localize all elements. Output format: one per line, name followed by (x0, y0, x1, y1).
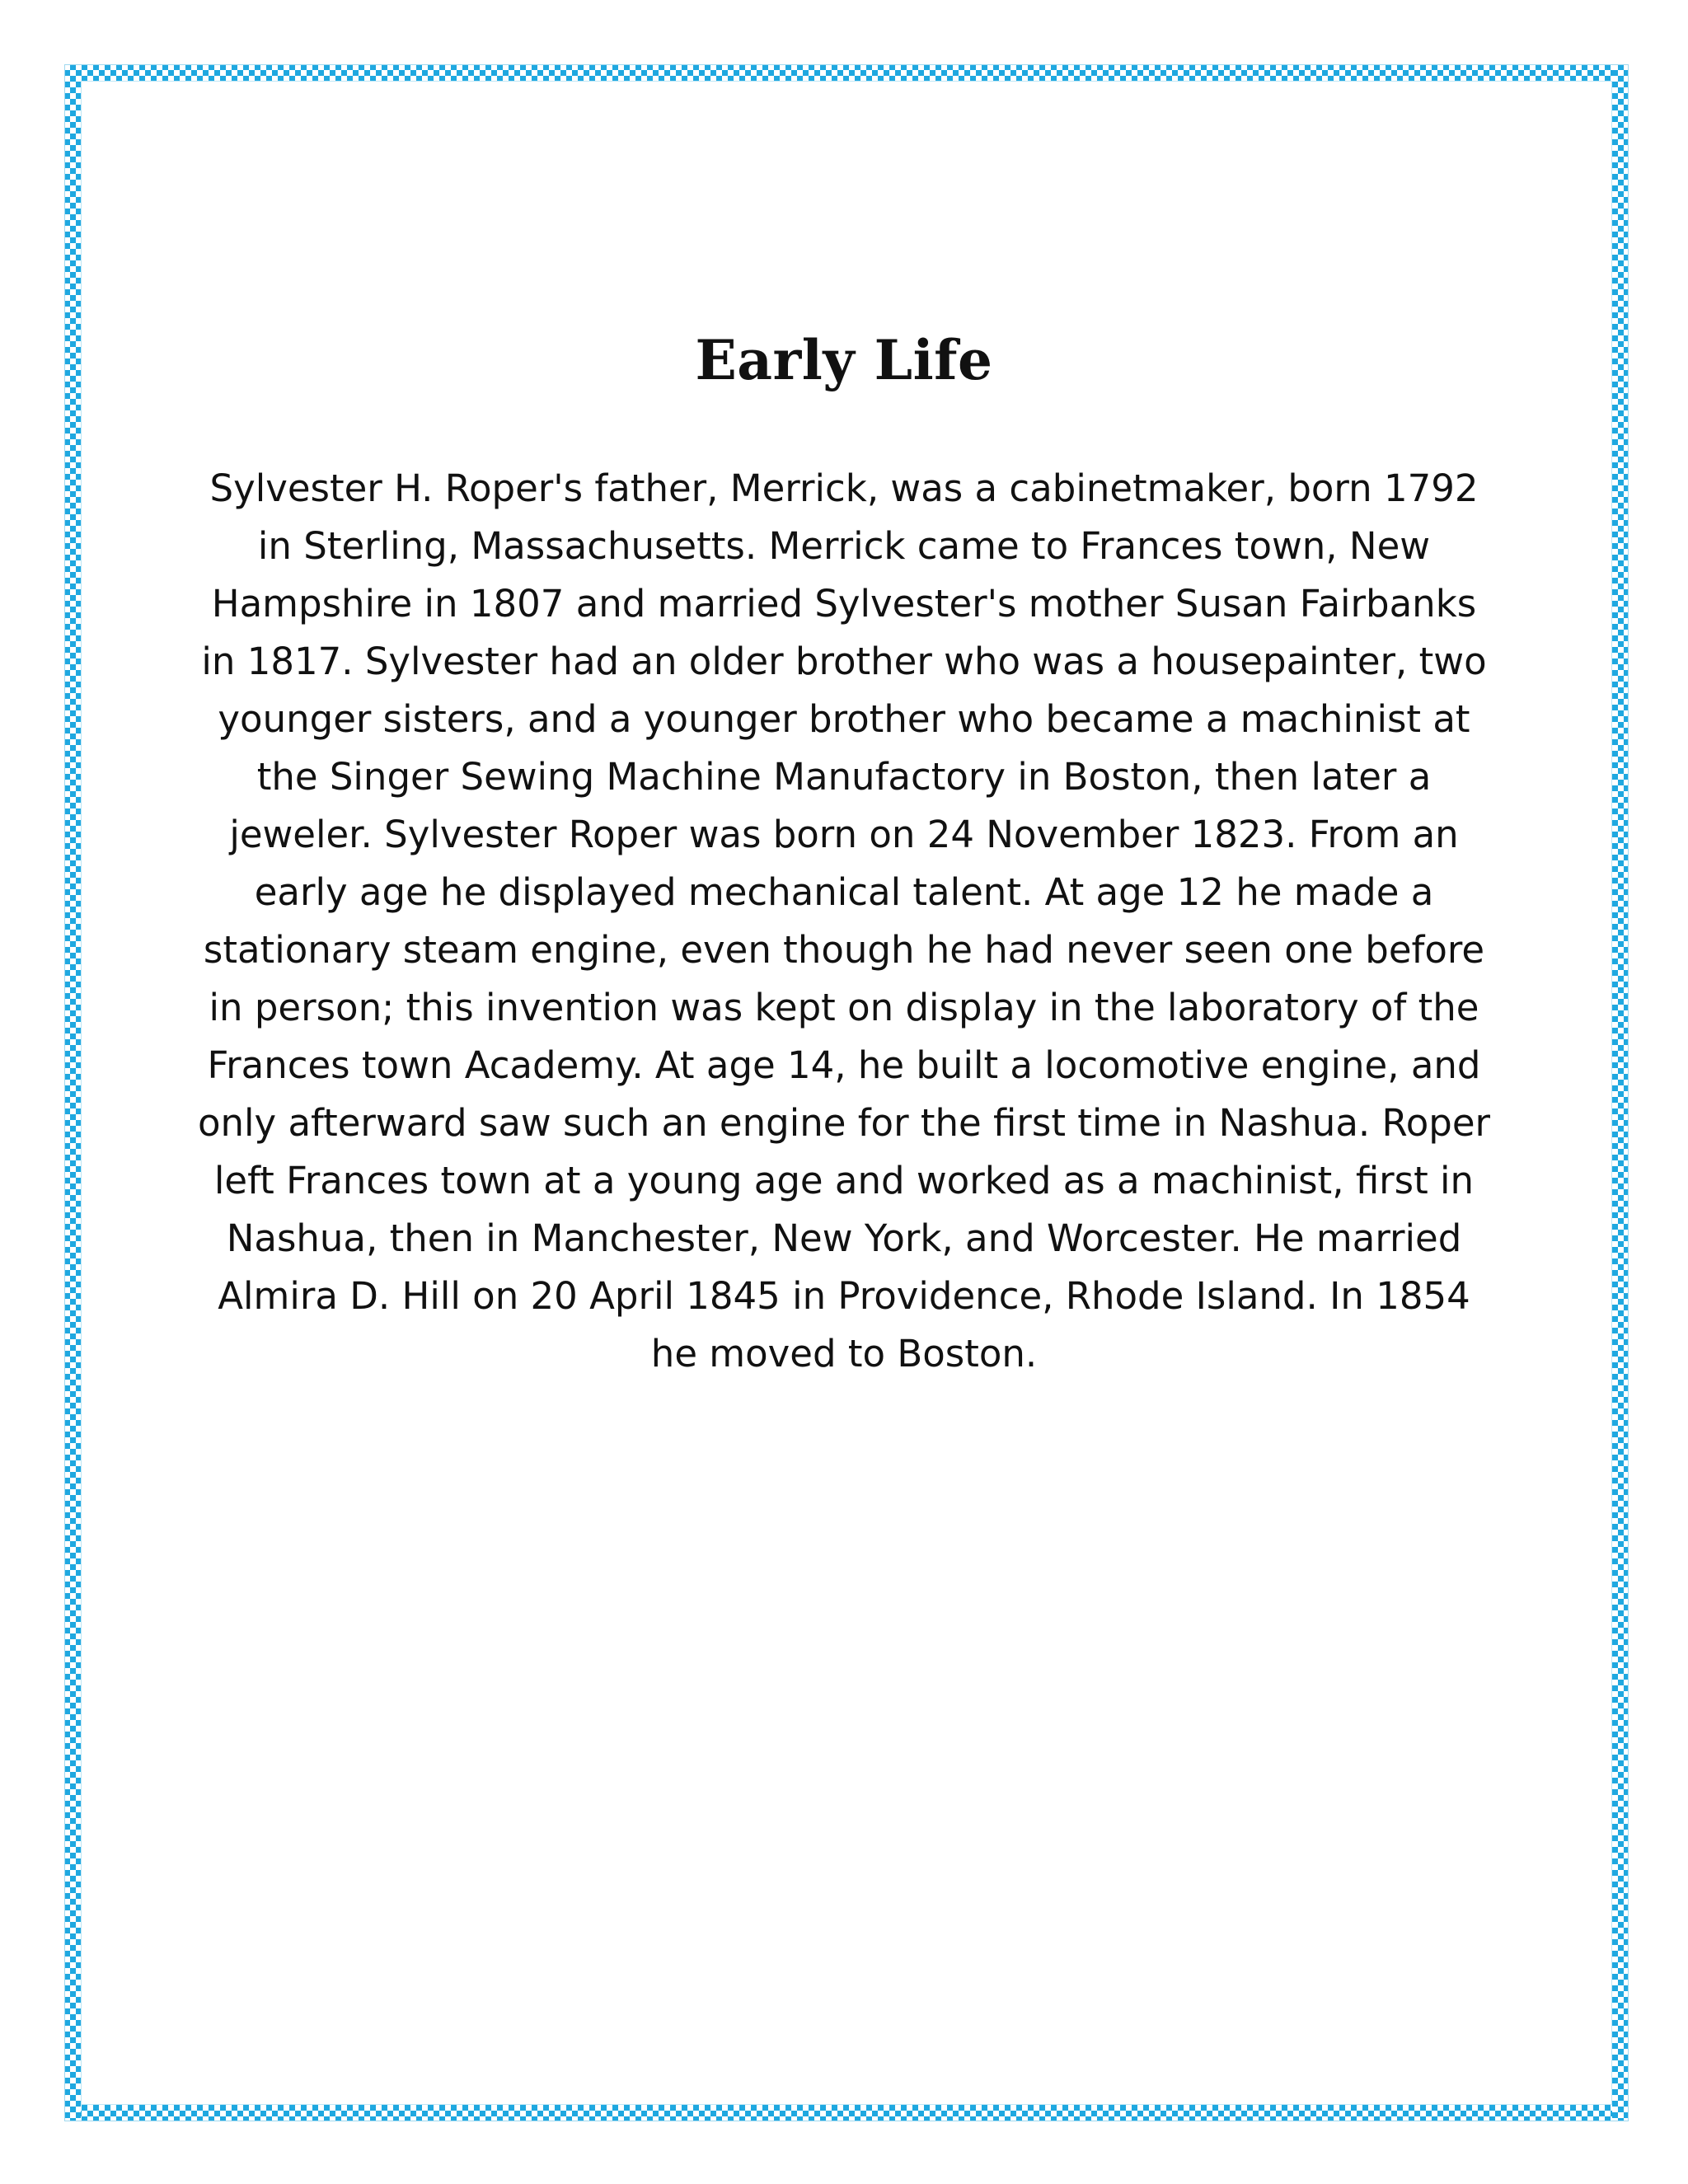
decorative-border-top (64, 64, 1629, 81)
body-paragraph: Sylvester H. Roper's father, Merrick, was a cabinetmaker, born 1792 in Sterling, Massachusetts. Merrick came to Frances town, New Hampshire in 1807 and married Sylvester's mother Susan Fairbanks in 1817. Sylvester had an older brother who was a housepainter, two younger sisters, and a younger brother who became a machinist at the Singer Sewing Machine Manufactory in Boston, then later a jeweler. Sylvester Roper was born on 24 November 1823. From an early age he displayed mechanical talent. At age 12 he made a stationary steam engine, even though he had never seen one before in person; this invention was kept on display in the laboratory of the Frances town Academy. At age 14, he built a locomotive engine, and only afterward saw such an engine for the first time in Nashua. Roper left Frances town at a young age and worked as a machinist, first in Nashua, then in Manchester, New York, and Worcester. He married Almira D. Hill on 20 April 1845 in Providence, Rhode Island. In 1854 he moved to Boston. (197, 466, 1491, 1376)
decorative-border-bottom (64, 2105, 1629, 2121)
page-title: Early Life (695, 328, 993, 392)
